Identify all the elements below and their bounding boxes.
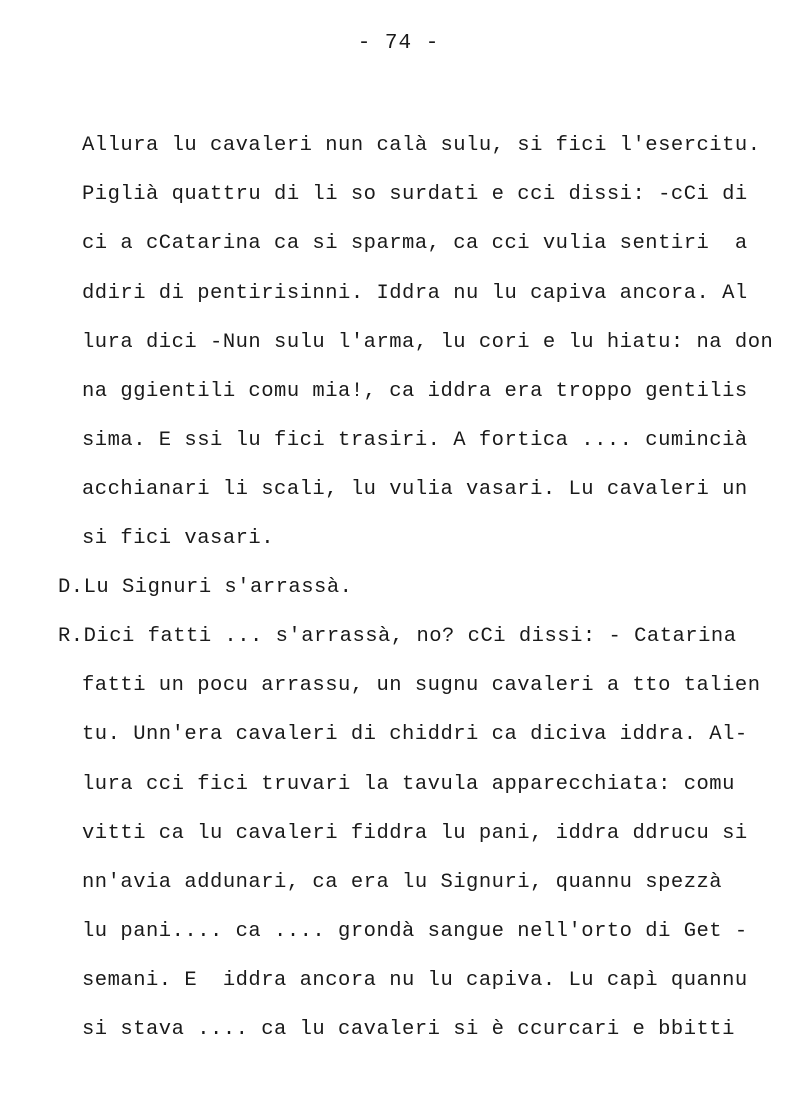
- text-line: si stava .... ca lu cavaleri si è ccurcari e bbitti: [82, 1018, 735, 1041]
- text-line: lura dici -Nun sulu l'arma, lu cori e lu hiatu: na don: [82, 331, 774, 354]
- text-line: si fici vasari.: [82, 527, 275, 550]
- page-number: - 74 -: [357, 32, 440, 55]
- text-line: Piglià quattru di li so surdati e cci dissi: -cCi di: [82, 183, 748, 206]
- text-line: fatti un pocu arrassu, un sugnu cavaleri a tto talien: [82, 674, 761, 697]
- text-line: Allura lu cavaleri nun calà sulu, si fici l'esercitu.: [82, 134, 761, 157]
- text-line: tu. Unn'era cavaleri di chiddri ca diciva iddra. Al-: [82, 723, 748, 746]
- text-line: ddiri di pentirisinni. Iddra nu lu capiva ancora. Al: [82, 282, 748, 305]
- text-line: ci a cCatarina ca si sparma, ca cci vulia sentiri a: [82, 232, 748, 255]
- text-line: nn'avia addunari, ca era lu Signuri, quannu spezzà: [82, 871, 723, 894]
- text-line: na ggientili comu mia!, ca iddra era troppo gentilis: [82, 380, 748, 403]
- dialogue-line-question: D.Lu Signuri s'arrassà.: [58, 576, 353, 599]
- text-line: sima. E ssi lu fici trasiri. A fortica .... cumincià: [82, 429, 748, 452]
- text-line: acchianari li scali, lu vulia vasari. Lu cavaleri un: [82, 478, 748, 501]
- text-line: semani. E iddra ancora nu lu capiva. Lu capì quannu: [82, 969, 748, 992]
- dialogue-line-response: R.Dici fatti ... s'arrassà, no? cCi dissi: - Catarina: [58, 625, 737, 648]
- text-line: lu pani.... ca .... grondà sangue nell'orto di Get -: [82, 920, 748, 943]
- text-line: lura cci fici truvari la tavula apparecchiata: comu: [82, 773, 735, 796]
- text-line: vitti ca lu cavaleri fiddra lu pani, iddra ddrucu si: [82, 822, 748, 845]
